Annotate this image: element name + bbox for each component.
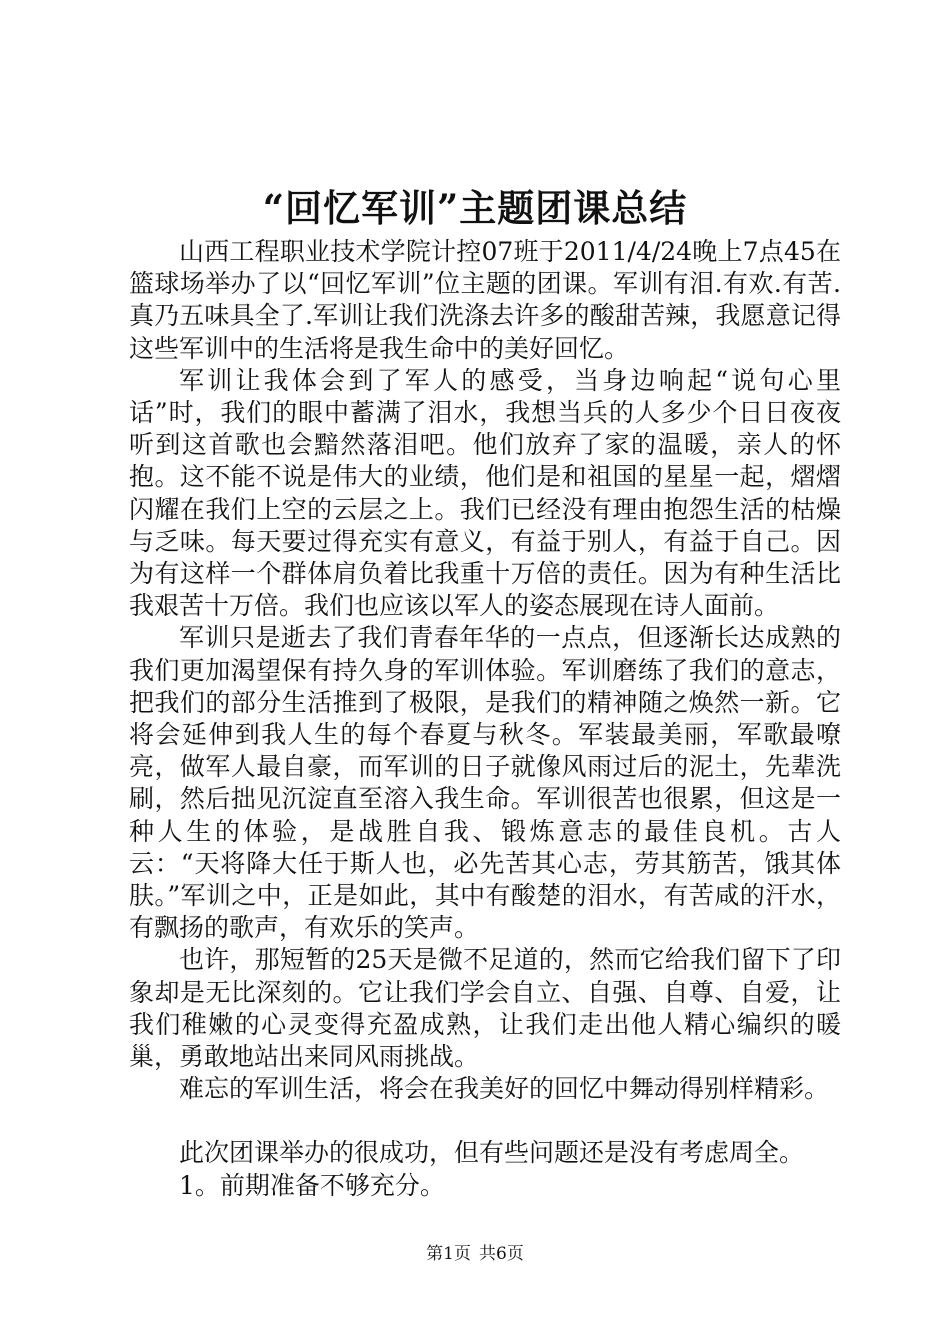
document-body [129, 236, 841, 1202]
paragraph-issue-1: 1。前期准备不够充分。 [179, 1170, 445, 1200]
paragraph-review: 此次团课举办的很成功，但有些问题还是没有考虑周全。 [179, 1138, 805, 1168]
page-footer [0, 1243, 950, 1265]
paragraph-25-days: 也许，那短暂的25天是微不足道的，然而它给我们留下了印象却是无比深刻的。它让我们学会自立、自强、自尊、自爱，让我们稚嫩的心灵变得充盈成熟，让我们走出他人精心编织的暖巢，勇敢地站出来同风雨挑战。 [129, 945, 841, 1072]
page-number: 第1页 [426, 1244, 471, 1264]
paragraph-military-feeling: 军训让我体会到了军人的感受，当身边响起“说句心里话”时，我们的眼中蓄满了泪水，我想当兵的人多少个日日夜夜听到这首歌也会黯然落泪吧。他们放弃了家的温暖，亲人的怀抱。这不能不说是伟大的业绩，他们是和祖国的星星一起，熠熠闪耀在我们上空的云层之上。我们已经没有理由抱怨生活的枯燥与乏味。每天要过得充实有意义，有益于别人，有益于自己。因为有这样一个群体肩负着比我重十万倍的责任。因为有种生活比我艰苦十万倍。我们也应该以军人的姿态展现在诗人面前。 [129, 365, 841, 621]
paragraph-unforgettable: 难忘的军训生活，将会在我美好的回忆中舞动得别样精彩。 [179, 1074, 830, 1104]
document-title: “回忆军训”主题团课总结 [262, 186, 688, 230]
paragraph-intro: 山西工程职业技术学院计控07班于2011/4/24晚上7点45在篮球场举办了以“回忆军训”位主题的团课。军训有泪.有欢.有苦.真乃五味具全了.军训让我们洗涤去许多的酸甜苦辣，我愿意记得这些军训中的生活将是我生命中的美好回忆。 [129, 237, 841, 363]
paragraph-gap [129, 1105, 841, 1137]
page-total: 共6页 [479, 1244, 524, 1264]
paragraph-training-experience: 军训只是逝去了我们青春年华的一点点，但逐渐长达成熟的我们更加渴望保有持久身的军训体验。军训磨练了我们的意志，把我们的部分生活推到了极限，是我们的精神随之焕然一新。它将会延伸到我人生的每个春夏与秋冬。军装最美丽，军歌最嘹亮，做军人最自豪，而军训的日子就像风雨过后的泥土，先辈洗刷，然后拙见沉淀直至溶入我生命。军训很苦也很累，但这是一种人生的体验，是战胜自我、锻炼意志的最佳良机。古人云：“天将降大任于斯人也，必先苦其心志，劳其筋苦，饿其体肤。”军训之中，正是如此，其中有酸楚的泪水，有苦咸的汗水，有飘扬的歌声，有欢乐的笑声。 [129, 623, 841, 943]
